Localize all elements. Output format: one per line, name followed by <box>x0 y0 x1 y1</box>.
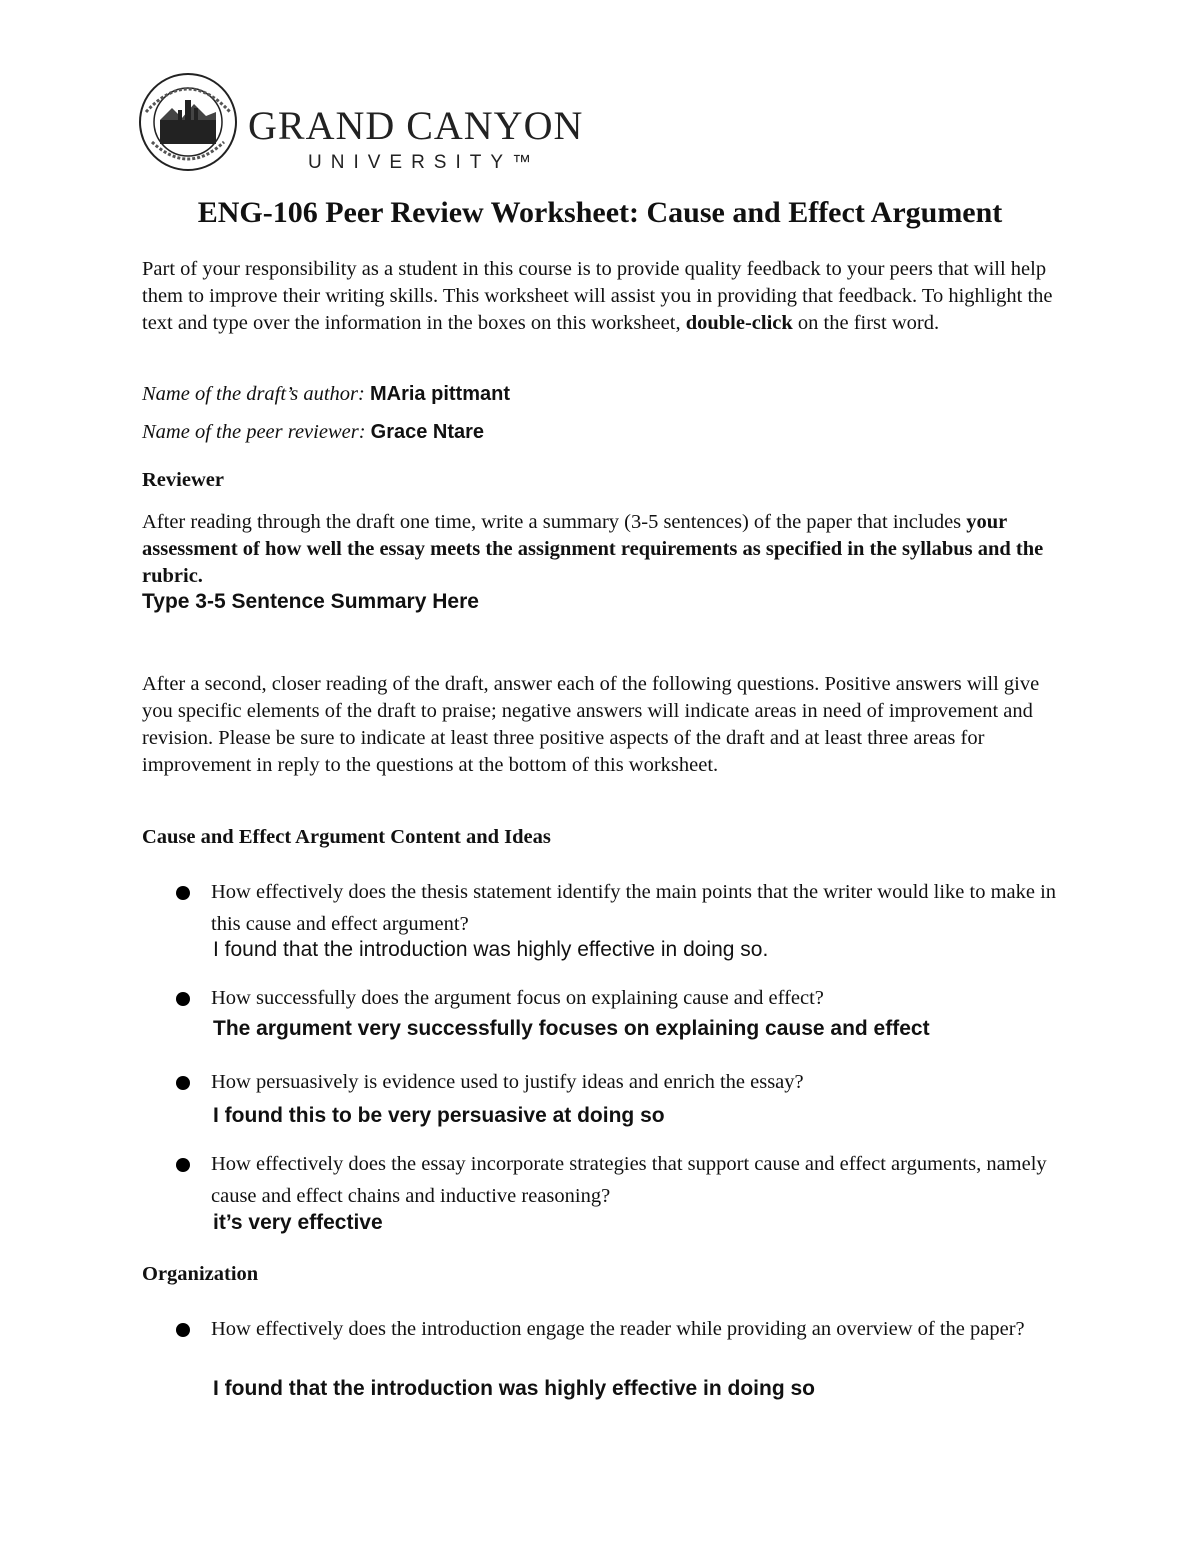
intro-paragraph <box>142 256 1072 337</box>
content-ideas-heading: Cause and Effect Argument Content and Ideas <box>142 826 551 848</box>
reviewer-field <box>142 421 484 444</box>
author-value[interactable]: MAria pittmant <box>369 383 510 405</box>
page-title: ENG-106 Peer Review Worksheet: Cause and Effect Argument <box>197 196 1003 229</box>
bullet-icon <box>176 1158 190 1172</box>
logo-name-line1: GRAND CANYON <box>248 103 584 148</box>
question-evidence: How persuasively is evidence used to justify ideas and enrich the essay? <box>211 1071 804 1093</box>
bullet-icon <box>176 992 190 1006</box>
intro-text-end: on the first word. <box>792 312 940 334</box>
reviewer-instruction-bold: your assessment of how well the essay meets the assignment requirements as specified in the syllabus and the rubric. <box>142 511 1044 587</box>
question-cause-effect-focus: How successfully does the argument focus on explaining cause and effect? <box>211 987 824 1009</box>
question-thesis: How effectively does the thesis statement identify the main points that the writer would like to make in this cause and effect argument? <box>211 881 1057 935</box>
answer-strategies[interactable]: it’s very effective <box>213 1211 383 1234</box>
reviewer-heading: Reviewer <box>142 469 224 491</box>
reviewer-instruction-text: After reading through the draft one time, write a summary (3-5 sentences) of the paper that includes <box>142 511 967 533</box>
bullet-icon <box>176 1076 190 1090</box>
question-strategies: How effectively does the essay incorporate strategies that support cause and effect arguments, namely cause and effect chains and inductive reasoning? <box>211 1153 1047 1207</box>
reviewer-instructions <box>142 509 1072 590</box>
answer-introduction[interactable]: I found that the introduction was highly effective in doing so <box>213 1377 815 1400</box>
university-seal-icon <box>138 72 238 172</box>
reviewer-value[interactable]: Grace Ntare <box>370 421 485 443</box>
summary-field[interactable]: Type 3-5 Sentence Summary Here <box>142 590 479 613</box>
second-reading-paragraph: After a second, closer reading of the draft, answer each of the following questions. Positive answers will give you specific elements of the draft to praise; negative answers will indicate areas in need of improvement and revision. Please be sure to indicate at least three positive aspects of the draft and at least three areas for improvement in reply to the questions at the bottom of this worksheet. <box>142 673 1040 776</box>
organization-heading: Organization <box>142 1263 259 1285</box>
author-field <box>142 383 510 406</box>
question-introduction: How effectively does the introduction engage the reader while providing an overview of the paper? <box>211 1318 1025 1340</box>
university-logo <box>138 72 598 172</box>
intro-bold-text: double-click <box>685 312 793 334</box>
bullet-icon <box>176 886 190 900</box>
author-label: Name of the draft’s author: <box>142 383 365 405</box>
answer-cause-effect-focus[interactable]: The argument very successfully focuses on explaining cause and effect <box>213 1017 930 1040</box>
logo-name-line2: UNIVERSITY™ <box>308 152 541 173</box>
bullet-icon <box>176 1323 190 1337</box>
answer-thesis[interactable]: I found that the introduction was highly effective in doing so. <box>213 938 769 961</box>
reviewer-label: Name of the peer reviewer: <box>142 421 366 443</box>
intro-text: Part of your responsibility as a student in this course is to provide quality feedback to your peers that will help them to improve their writing skills. This worksheet will assist you in providing that feedback. To highlight the text and type over the information in the boxes on this worksheet, <box>142 258 1053 334</box>
answer-evidence[interactable]: I found this to be very persuasive at doing so <box>213 1104 665 1127</box>
